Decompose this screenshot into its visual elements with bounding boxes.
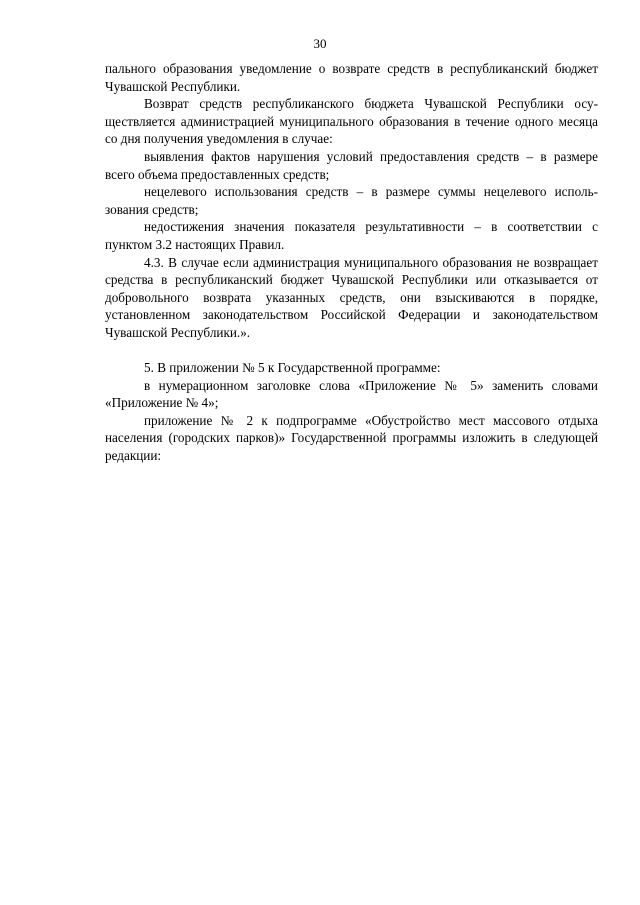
paragraph: 5. В приложении № 5 к Государственной программе:: [144, 360, 441, 376]
paragraph: 4.3. В случае если администрация муниципального образования не возвращает средства в республиканский бюджет Чувашской Республики или отказывается от добровольного возврата указанных средств, они взыскиваются в порядке, установленном законодательством Российской Федерации и законодательством Чувашской Республики.».: [105, 254, 598, 340]
paragraph: выявления фактов нарушения условий предоставления средств – в размере всего объема предоставленных средств;: [105, 148, 598, 182]
body-text: [105, 60, 598, 465]
paragraph: Возврат средств республиканского бюджета Чувашской Республики осуществляется администрацией муниципального образования в течение одного месяца со дня получения уведомления в случае:: [105, 96, 598, 147]
paragraph: пального образования уведомление о возврате средств в республиканский бюджет Чувашской Республики.: [105, 61, 598, 94]
page-number: 30: [313, 36, 327, 51]
paragraph: приложение № 2 к подпрограмме «Обустройство мест массового отдыха населения (городских парков)» Государственной программы изложить в следующей редакции:: [105, 412, 598, 464]
paragraph: недостижения значения показателя результативности – в соответствии с пунктом 3.2 настоящих Правил.: [105, 219, 598, 252]
paragraph: в нумерационном заголовке слова «Приложение № 5» заменить словами «Приложение № 4»;: [105, 377, 598, 411]
paragraph: нецелевого использования средств – в размере суммы нецелевого использования средств;: [105, 184, 598, 217]
